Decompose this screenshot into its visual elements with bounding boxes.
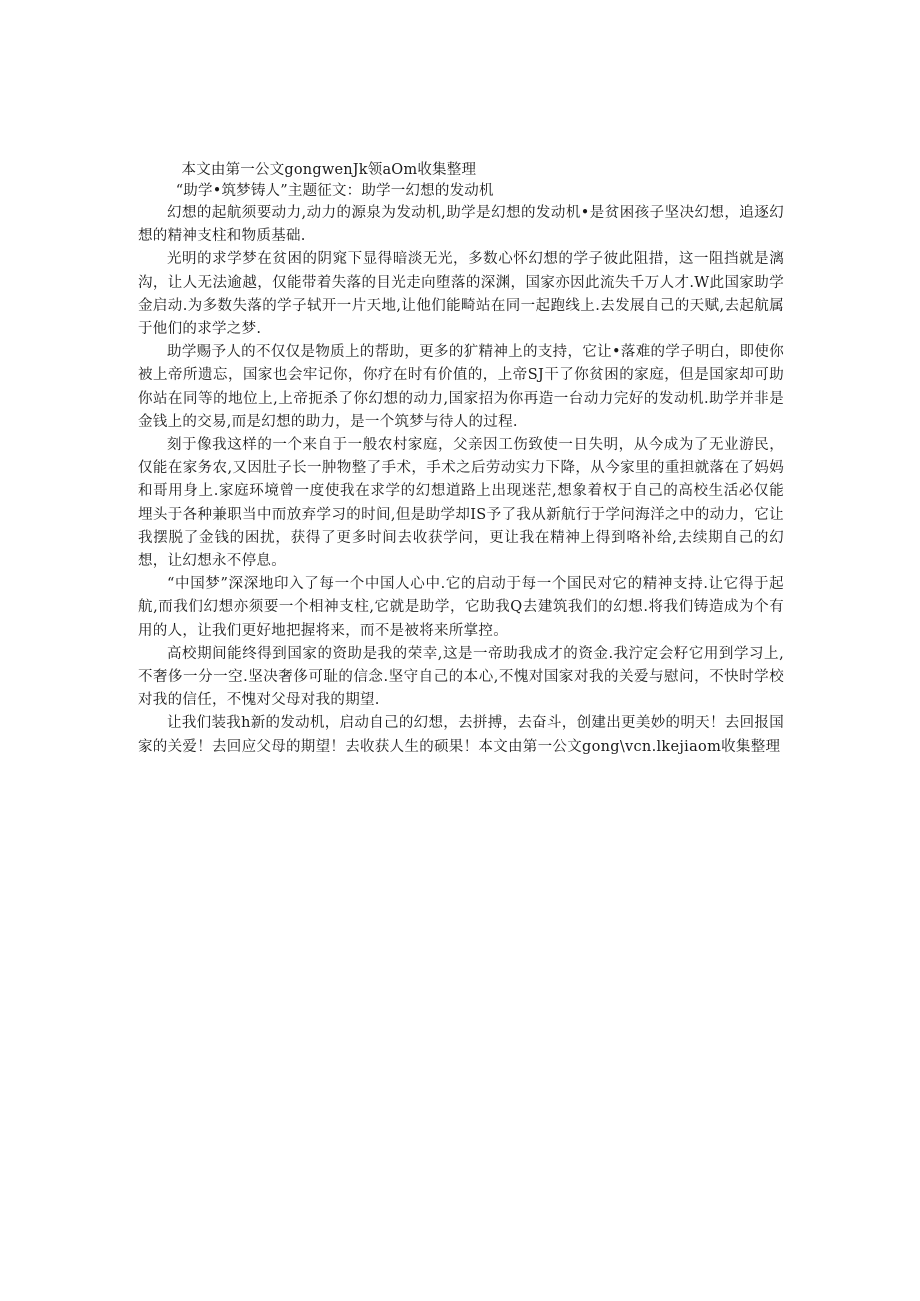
paragraph-1: 幻想的起航须要动力,动力的源泉为发动机,助学是幻想的发动机•是贫困孩子坚决幻想，追逐幻想的精神支柱和物质基础. (138, 205, 784, 245)
paragraph-6: 高校期间能终得到国家的资助是我的荣幸,这是一帝助我成才的资金.我泞定会籽它用到学习上,不奢侈一分一空.坚决奢侈可耻的信念.坚守自己的本心,不愧对国家对我的关爱与慰问，不快时学校对我的信任，不愧对父母对我的期望. (138, 645, 784, 709)
article-body (138, 160, 784, 759)
paragraph-7: 让我们装我h新的发动机，启动自己的幻想，去拼搏，去奋斗，创建出更美妙的明天！去回报国家的关爱！去回应父母的期望！去收获人生的硕果！本文由第一公文gong\vcn.lkejiaom收集整理 (138, 715, 784, 755)
paragraph-3: 助学赐予人的不仅仅是物质上的帮助，更多的犷精神上的支持，它让•落难的学子明白，即使你被上帝所遗忘，国家也会牢记你，你疗在时有价值的，上帝SJ干了你贫困的家庭，但是国家却可助你站在同等的地位上,上帝扼杀了你幻想的动力,国家招为你再造一台动力完好的发动机.助学并非是金钱上的交易,而是幻想的助力，是一个筑梦与待人的过程. (138, 344, 784, 430)
paragraph-2: 光明的求学梦在贫困的阴窕下显得暗淡无光，多数心怀幻想的学子彼此阻措，这一阻挡就是漓沟，让人无法逾越，仅能带着失落的目光走向堕落的深渊，国家亦因此流失千万人才.W此国家助学金启动.为多数失落的学子轼开一片天地,让他们能畸站在同一起跑线上.去发展自己的天赋,去起航属于他们的求学之梦. (138, 251, 784, 338)
source-note: 本文由第一公文gongwenJk领aOm收集整理 (181, 162, 477, 178)
article-title: “助学•筑梦铸人”主题征文：助学一幻想的发动机 (175, 183, 494, 199)
paragraph-5: “中国梦”深深地印入了每一个中国人心中.它的启动于每一个国民对它的精神支持.让它得于起航,而我们幻想亦须要一个相神支柱,它就是助学，它助我Q去建筑我们的幻想.将我们铸造成为个有用的人，让我们更好地把握将来，而不是被将来所掌控。 (138, 576, 784, 639)
paragraph-4: 刻于像我这样的一个来自于一般农村家庭，父亲因工伤致使一日失明，从今成为了无业游民，仅能在家务农,又因肚子长一肿物整了手术，手术之后劳动实力下降，从今家里的重担就落在了妈妈和哥用身上.家庭环境曾一度使我在求学的幻想道路上出现迷茫,想象着权于自己的高校生活必仅能埋头于各种兼职当中而放弃学习的时间,但是助学却IS予了我从新航行于学问海洋之中的动力，它让我摆脱了金钱的困扰，获得了更多时间去收获学问，更让我在精神上得到咯补给,去续期自己的幻想，让幻想永不停息。 (138, 437, 784, 570)
